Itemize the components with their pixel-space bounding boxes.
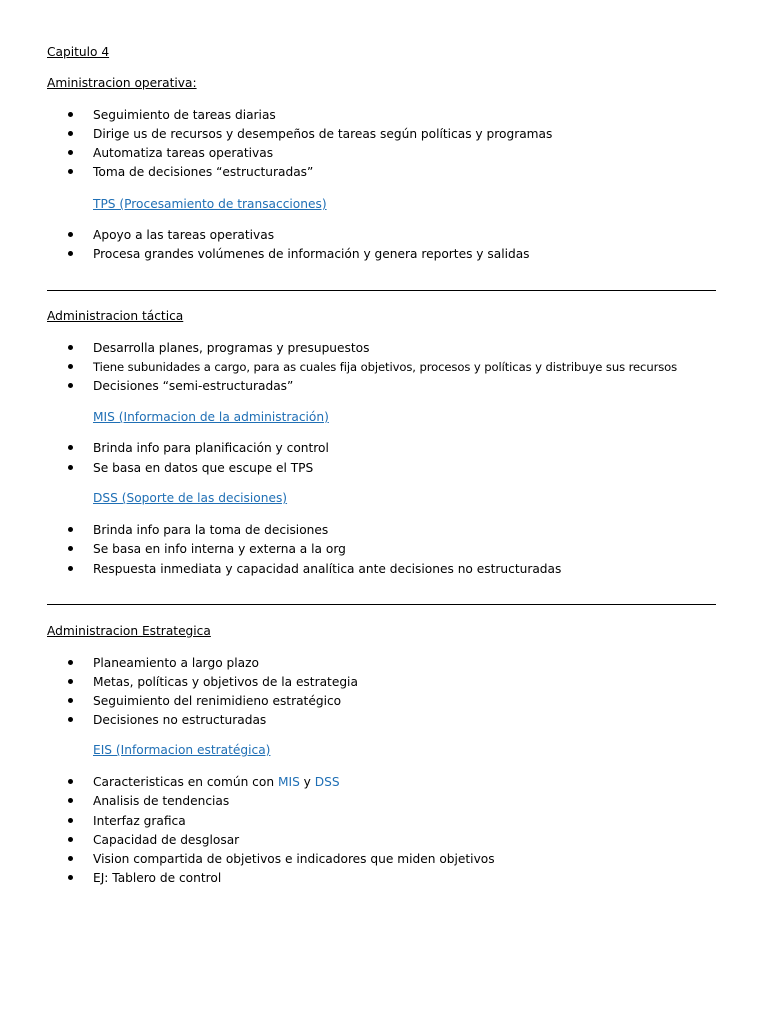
list-item-common: [93, 774, 340, 790]
bullet-icon: [68, 717, 73, 722]
tps-link[interactable]: TPS (Procesamiento de transacciones): [93, 197, 327, 211]
list-item: Respuesta inmediata y capacidad analítica ante decisiones no estructuradas: [93, 562, 562, 576]
list-item: Tiene subunidades a cargo, para as cuales fija objetivos, procesos y políticas y distribuye sus recursos: [93, 360, 678, 374]
list-item: Apoyo a las tareas operativas: [93, 228, 275, 242]
list-item: Brinda info para planificación y control: [93, 441, 329, 455]
bullet-icon: [68, 856, 73, 861]
bullet-icon: [68, 660, 73, 665]
list-item: Toma de decisiones “estructuradas”: [93, 165, 314, 179]
bullet-icon: [68, 527, 73, 532]
list-item: Automatiza tareas operativas: [93, 146, 274, 160]
bullet-icon: [68, 445, 73, 450]
bullet-icon: [68, 875, 73, 880]
list-item: Metas, políticas y objetivos de la estrategia: [93, 675, 358, 689]
bullet-icon: [68, 232, 73, 237]
list-item: Analisis de tendencias: [93, 794, 230, 808]
bullet-icon: [68, 345, 73, 350]
eis-link[interactable]: EIS (Informacion estratégica): [93, 743, 271, 757]
list-item: Interfaz grafica: [93, 814, 186, 828]
bullet-icon: [68, 251, 73, 256]
bullet-icon: [68, 779, 73, 784]
list-item: Dirige us de recursos y desempeños de tareas según políticas y programas: [93, 127, 553, 141]
bullet-icon: [68, 679, 73, 684]
mis-reference: MIS: [277, 775, 300, 789]
section-heading-tactica: Administracion táctica: [47, 309, 184, 323]
bullet-icon: [68, 150, 73, 155]
dss-link[interactable]: DSS (Soporte de las decisiones): [93, 491, 288, 505]
bullet-icon: [68, 112, 73, 117]
list-item: Desarrolla planes, programas y presupuestos: [93, 341, 370, 355]
list-item: Seguimiento de tareas diarias: [93, 108, 276, 122]
section-divider: [47, 604, 716, 605]
bullet-icon: [68, 818, 73, 823]
list-item: Decisiones no estructuradas: [93, 713, 267, 727]
common-prefix: Caracteristicas en común con: [93, 775, 278, 789]
section-heading-estrategica: Administracion Estrategica: [47, 624, 211, 638]
dss-reference: DSS: [314, 775, 340, 789]
list-item: Brinda info para la toma de decisiones: [93, 523, 329, 537]
bullet-icon: [68, 798, 73, 803]
common-and: y: [299, 775, 315, 789]
bullet-icon: [68, 465, 73, 470]
bullet-icon: [68, 566, 73, 571]
section-divider: [47, 290, 716, 291]
list-item: Seguimiento del renimidieno estratégico: [93, 694, 342, 708]
list-item: Se basa en info interna y externa a la org: [93, 542, 346, 556]
list-item: EJ: Tablero de control: [93, 871, 222, 885]
bullet-icon: [68, 546, 73, 551]
bullet-icon: [68, 364, 73, 369]
bullet-icon: [68, 131, 73, 136]
list-item: Se basa en datos que escupe el TPS: [93, 461, 314, 475]
bullet-icon: [68, 698, 73, 703]
bullet-icon: [68, 837, 73, 842]
list-item: Procesa grandes volúmenes de información y genera reportes y salidas: [93, 247, 530, 261]
section-heading-operativa: Aministracion operativa:: [47, 76, 197, 90]
list-item: Vision compartida de objetivos e indicadores que miden objetivos: [93, 852, 495, 866]
chapter-title: Capitulo 4: [47, 45, 110, 59]
list-item: Decisiones “semi-estructuradas”: [93, 379, 294, 393]
list-item: Planeamiento a largo plazo: [93, 656, 259, 670]
bullet-icon: [68, 383, 73, 388]
list-item: Capacidad de desglosar: [93, 833, 240, 847]
mis-link[interactable]: MIS (Informacion de la administración): [93, 410, 329, 424]
bullet-icon: [68, 169, 73, 174]
